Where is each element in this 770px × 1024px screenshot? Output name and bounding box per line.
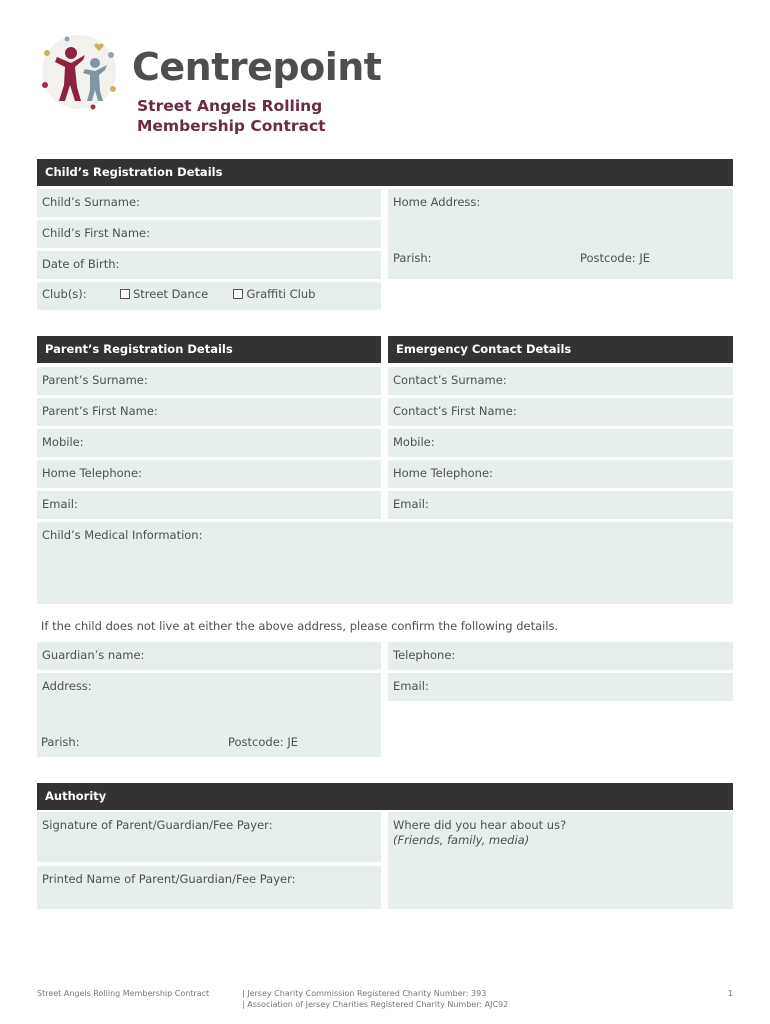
child-postcode-label: Postcode: JE [580,251,650,265]
subtitle-line-1: Street Angels Rolling [137,97,323,115]
guardian-postcode-label: Postcode: JE [228,735,298,749]
hear-about-us-label: Where did you hear about us? [393,818,567,832]
form-subtitle [137,96,326,136]
centrepoint-logo-icon [37,33,121,111]
contact-home-telephone-field[interactable]: Home Telephone: [388,460,733,488]
page-number: 1 [728,989,734,998]
subtitle-line-2: Membership Contract [137,117,326,135]
guardian-note: If the child does not live at either the above address, please confirm the following details. [41,619,559,633]
child-first-name-field[interactable]: Child’s First Name: [37,220,381,248]
street-dance-checkbox[interactable] [120,289,130,299]
contact-mobile-field[interactable]: Mobile: [388,429,733,457]
medical-information-field[interactable]: Child’s Medical Information: [37,522,733,604]
guardian-email-field[interactable]: Email: [388,673,733,701]
street-dance-label: Street Dance [132,287,209,301]
parent-email-field[interactable]: Email: [37,491,381,519]
signature-field[interactable]: Signature of Parent/Guardian/Fee Payer: [37,812,381,862]
hear-about-us-field[interactable] [388,812,733,909]
section-header-parent: Parent’s Registration Details [37,336,381,363]
contact-first-name-field[interactable]: Contact’s First Name: [388,398,733,426]
footer-charity-line-2: | Association of Jersey Charities Registered Charity Number: AJC92 [242,1000,509,1009]
printed-name-field[interactable]: Printed Name of Parent/Guardian/Fee Payer: [37,866,381,909]
contact-surname-field[interactable]: Contact’s Surname: [388,367,733,395]
parent-surname-field[interactable]: Parent’s Surname: [37,367,381,395]
graffiti-club-label: Graffiti Club [246,287,316,301]
guardian-name-field[interactable]: Guardian’s name: [37,642,381,670]
section-header-emergency: Emergency Contact Details [388,336,733,363]
section-header-child: Child’s Registration Details [37,159,733,186]
child-surname-field[interactable]: Child’s Surname: [37,189,381,217]
footer-document-name: Street Angels Rolling Membership Contract [37,989,210,998]
guardian-telephone-field[interactable]: Telephone: [388,642,733,670]
contact-email-field[interactable]: Email: [388,491,733,519]
parent-mobile-field[interactable]: Mobile: [37,429,381,457]
guardian-address-label: Address: [42,679,92,693]
child-clubs-field[interactable] [37,282,381,310]
parent-first-name-field[interactable]: Parent’s First Name: [37,398,381,426]
section-header-authority: Authority [37,783,733,810]
home-address-field[interactable] [388,189,733,279]
parent-home-telephone-field[interactable]: Home Telephone: [37,460,381,488]
guardian-parish-label: Parish: [41,735,80,749]
graffiti-club-checkbox[interactable] [233,289,243,299]
footer-charity-numbers [242,988,508,1010]
child-parish-label: Parish: [393,251,432,265]
guardian-address-field[interactable] [37,673,381,757]
footer-charity-line-1: | Jersey Charity Commission Registered Charity Number: 393 [242,989,487,998]
child-dob-field[interactable]: Date of Birth: [37,251,381,279]
home-address-label: Home Address: [393,195,481,209]
brand-name: Centrepoint [132,45,382,89]
hear-about-us-hint: (Friends, family, media) [393,833,530,847]
clubs-label: Club(s): [42,287,87,301]
